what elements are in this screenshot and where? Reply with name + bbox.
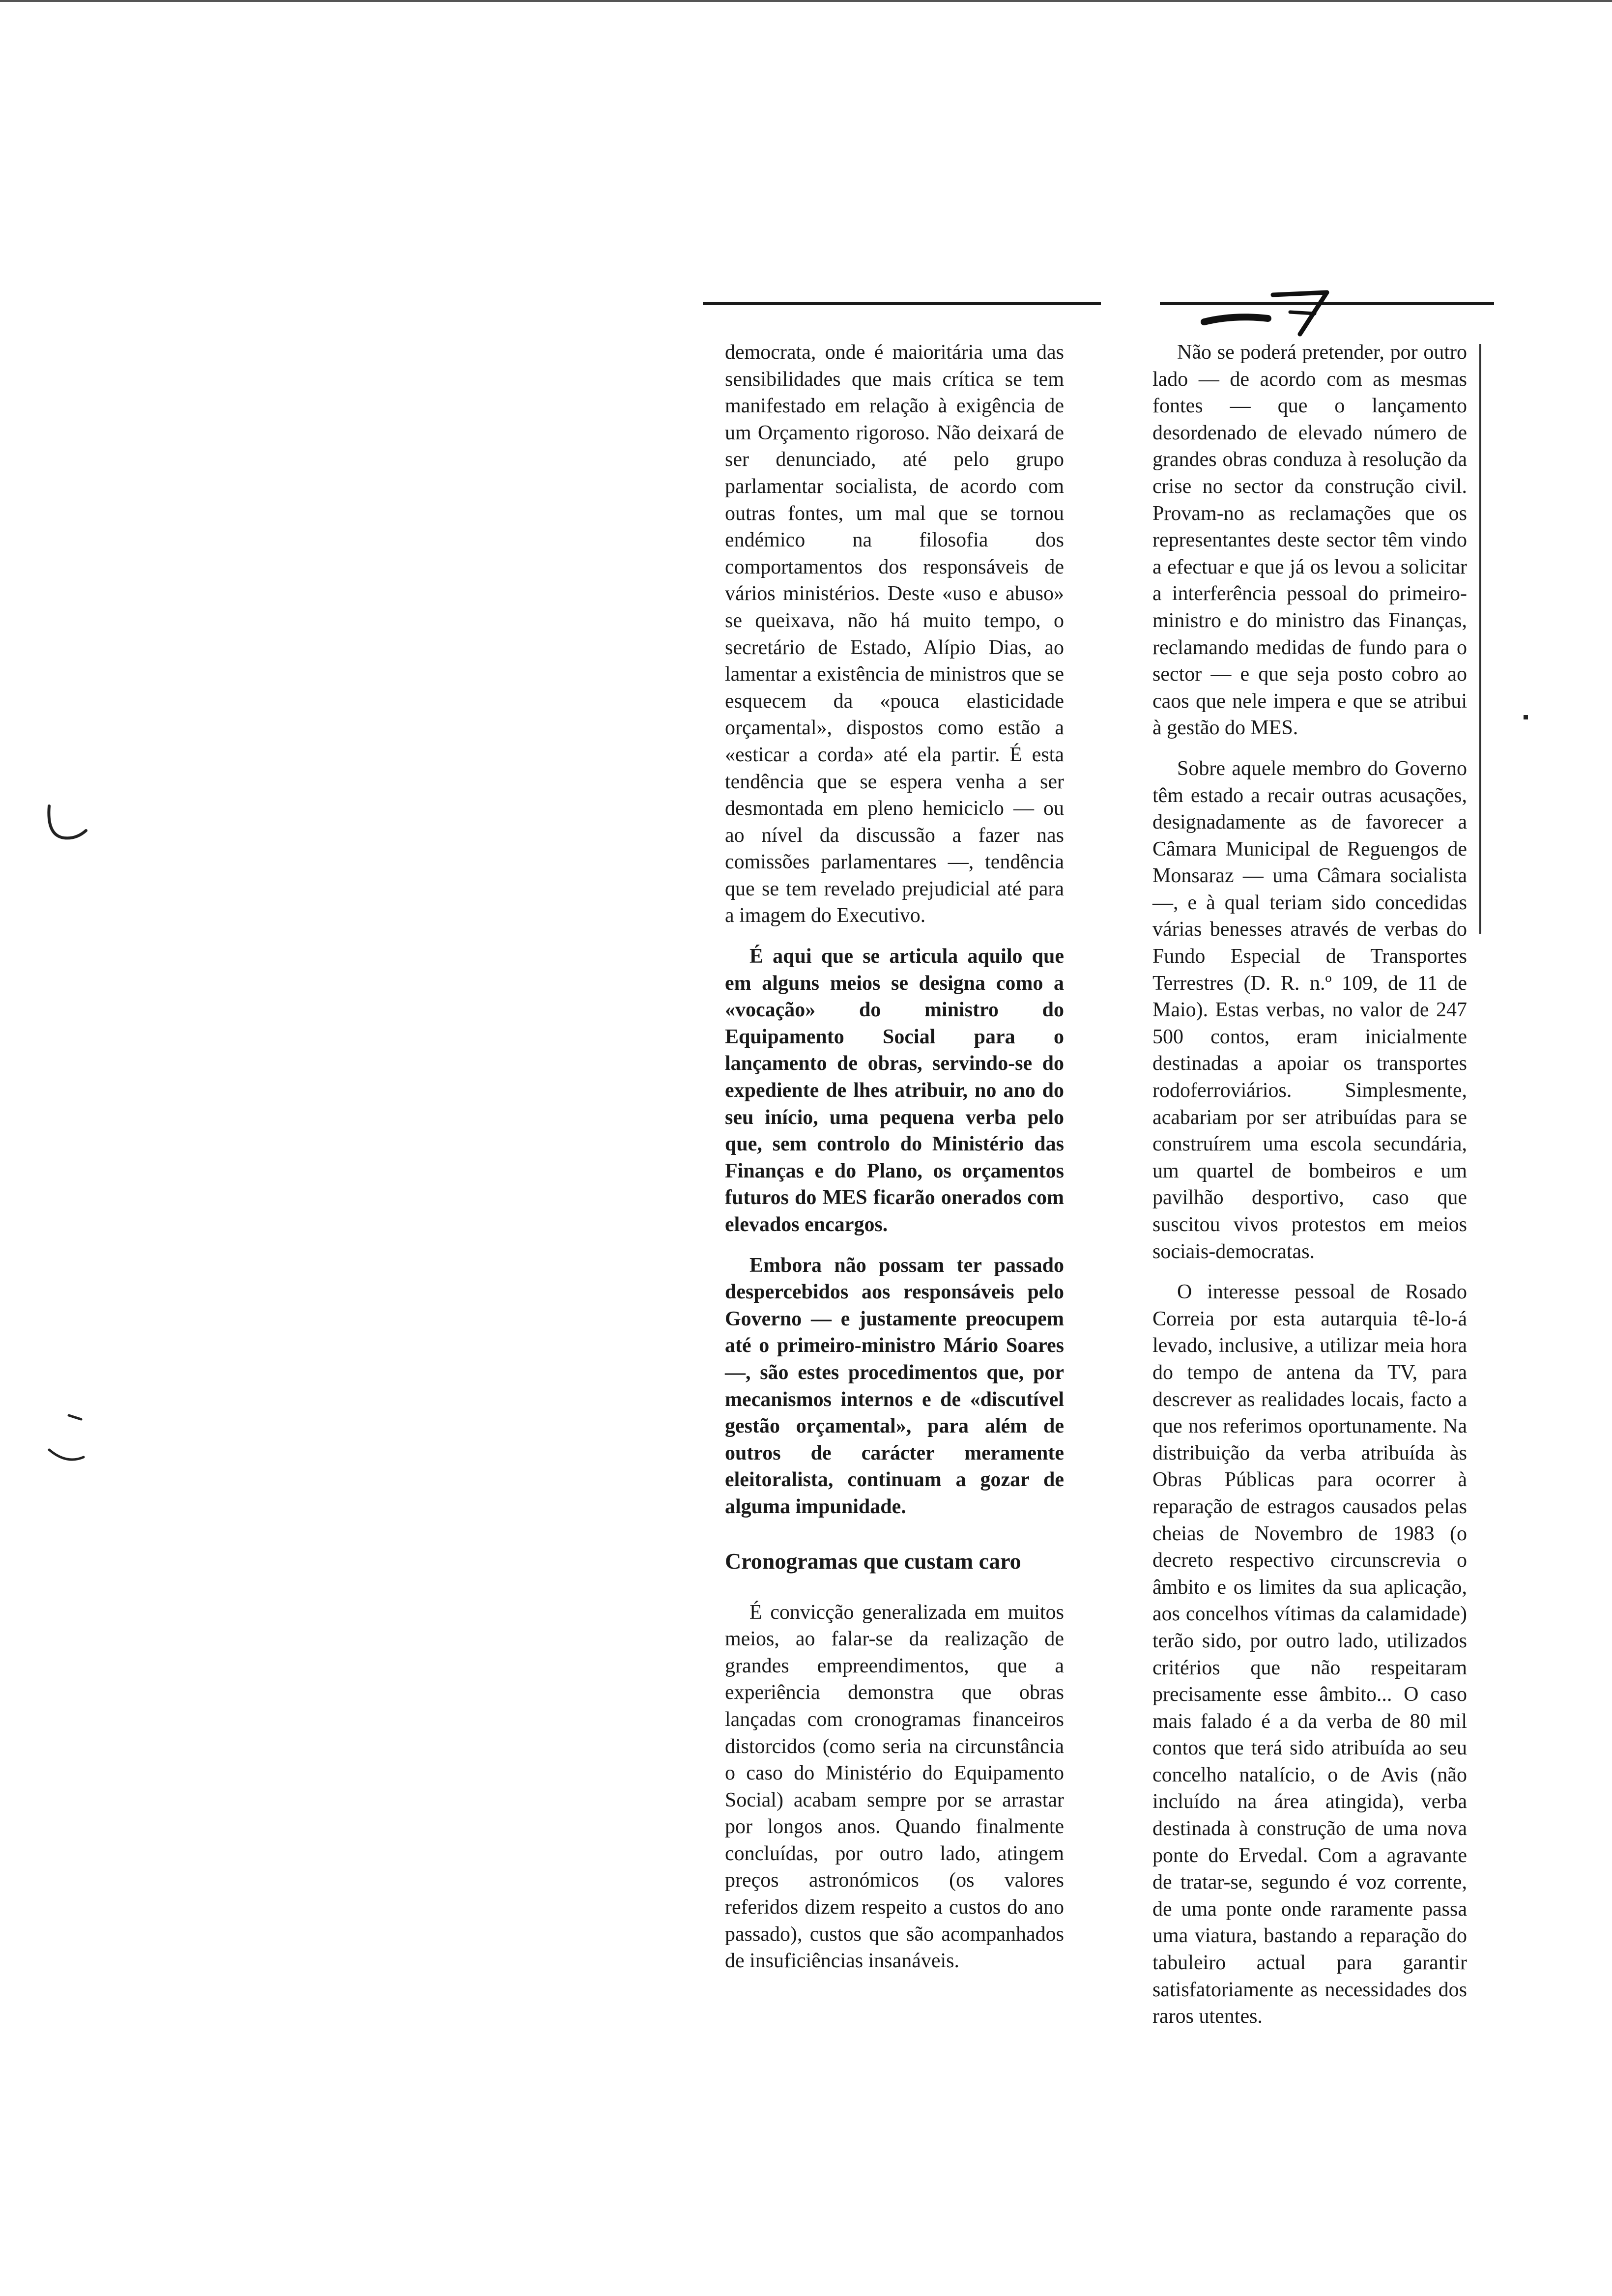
section-subheading: Cronogramas que custam caro <box>725 1548 1021 1574</box>
left-paragraph-1: democrata, onde é maioritária uma das sensibilidades que mais crítica se tem manifestado em relação à exigência de um Orçamento rigoroso. Não deixará de ser denunciado, até pelo grupo parlamentar socialista, de acordo com outras fontes, um mal que se tornou endémico na filosofia dos comportamentos dos responsáveis de vários ministérios. Deste «uso e abuso» se queixava, não há muito tempo, o secretário de Estado, Alípio Dias, ao lamentar a existência de ministros que se esquecem da «pouca elasticidade orçamental», dispostos como estão a «esticar a corda» até ela partir. É esta tendência que se espera venha a ser desmontada em pleno hemiciclo — ou ao nível da discussão a fazer nas comissões parlamentares —, tendência que se tem revelado prejudicial até para a imagem do Executivo. <box>725 341 1064 927</box>
left-paragraph-2: É aqui que se articula aquilo que em alguns meios se designa como a «vocação» do ministro do Equipamento Social para o lançamento de obras, servindo-se do expediente de lhes atribuir, no ano do seu início, uma pequena verba pelo que, sem controlo do Ministério das Finanças e do Plano, os orçamentos futuros do MES ficarão onerados com elevados encargos. <box>725 945 1064 1236</box>
handwritten-page-mark <box>1194 275 1342 344</box>
left-paragraph-4: É convicção generalizada em muitos meios, ao falar-se da realização de grandes empreendimentos, que a experiência demonstra que obras lançadas com cronogramas financeiros distorcidos (como seria na circunstância o caso do Ministério do Equipamento Social) acabam sempre por se arrastar por longos anos. Quando finalmente concluídas, por outro lado, atingem preços astronómicos (os valores referidos dizem respeito a custos do ano passado), custos que são acompanhados de insuficiências insanáveis. <box>725 1601 1064 1973</box>
right-paragraph-3: O interesse pessoal de Rosado Correia por esta autarquia tê-lo-á levado, inclusive, a utilizar meia hora do tempo de antena da TV, para descrever as realidades locais, facto a que nos referimos oportunamente. Na distribuição da verba atribuída às Obras Públicas para ocorrer à reparação de estragos causados pelas cheias de Novembro de 1983 (o decreto respectivo circunscrevia o âmbito e os limites da sua aplicação, aos concelhos vítimas da calamidade) terão sido, por outro lado, utilizados critérios que não respeitaram precisamente esse âmbito... O caso mais falado é a da verba de 80 mil contos que terá sido atribuída ao seu concelho natalício, o de Avis (não incluído na área atingida), verba destinada à construção de uma nova ponte do Ervedal. Com a agravante de tratar-se, segundo é voz corrente, de uma ponte onde raramente passa uma viatura, bastando a reparação do tabuleiro actual para garantir satisfatoriamente as necessidades dos raros utentes. <box>1152 1281 1467 2028</box>
right-paragraph-1: Não se poderá pretender, por outro lado — de acordo com as mesmas fontes — que o lançamento desordenado de elevado número de grandes obras conduza à resolução da crise no sector da construção civil. Provam-no as reclamações que os representantes deste sector têm vindo a efectuar e que já os levou a solicitar a interferência pessoal do primeiro-ministro e do ministro das Finanças, reclamando medidas de fundo para o sector — e que seja posto cobro ao caos que nele impera e que se atribui à gestão do MES. <box>1152 341 1467 740</box>
scan-top-edge <box>0 0 1612 2</box>
left-paragraph-3: Embora não possam ter passado despercebidos aos responsáveis pelo Governo — e justamente preocupem até o primeiro-ministro Mário Soares —, são estes procedimentos que, por mecanismos internos e de «discutível gestão orçamental», para além de outros de carácter meramente eleitoralista, continuam a gozar de alguma impunidade. <box>725 1254 1064 1518</box>
left-margin-mark <box>42 801 91 850</box>
right-article-column <box>1152 339 1467 2044</box>
left-margin-bracket-mark <box>44 1410 93 1469</box>
right-column-edge-rule <box>1479 344 1481 934</box>
left-column-rule <box>703 302 1101 305</box>
right-paragraph-2: Sobre aquele membro do Governo têm estado a recair outras acusações, designadamente as de favorecer a Câmara Municipal de Reguengos de Monsaraz — uma Câmara socialista —, e à qual teriam sido concedidas várias benesses através de verbas do Fundo Especial de Transportes Terrestres (D. R. n.º 109, de 11 de Maio). Estas verbas, no valor de 247 500 contos, eram inicialmente destinadas a apoiar os transportes rodoferroviários. Simplesmente, acabariam por ser atribuídas para se construírem uma escola secundária, um quartel de bombeiros e um pavilhão desportivo, caso que suscitou vivos protestos em meios sociais-democratas. <box>1152 757 1467 1263</box>
left-article-column <box>725 339 1064 1988</box>
right-margin-dot <box>1524 715 1528 719</box>
